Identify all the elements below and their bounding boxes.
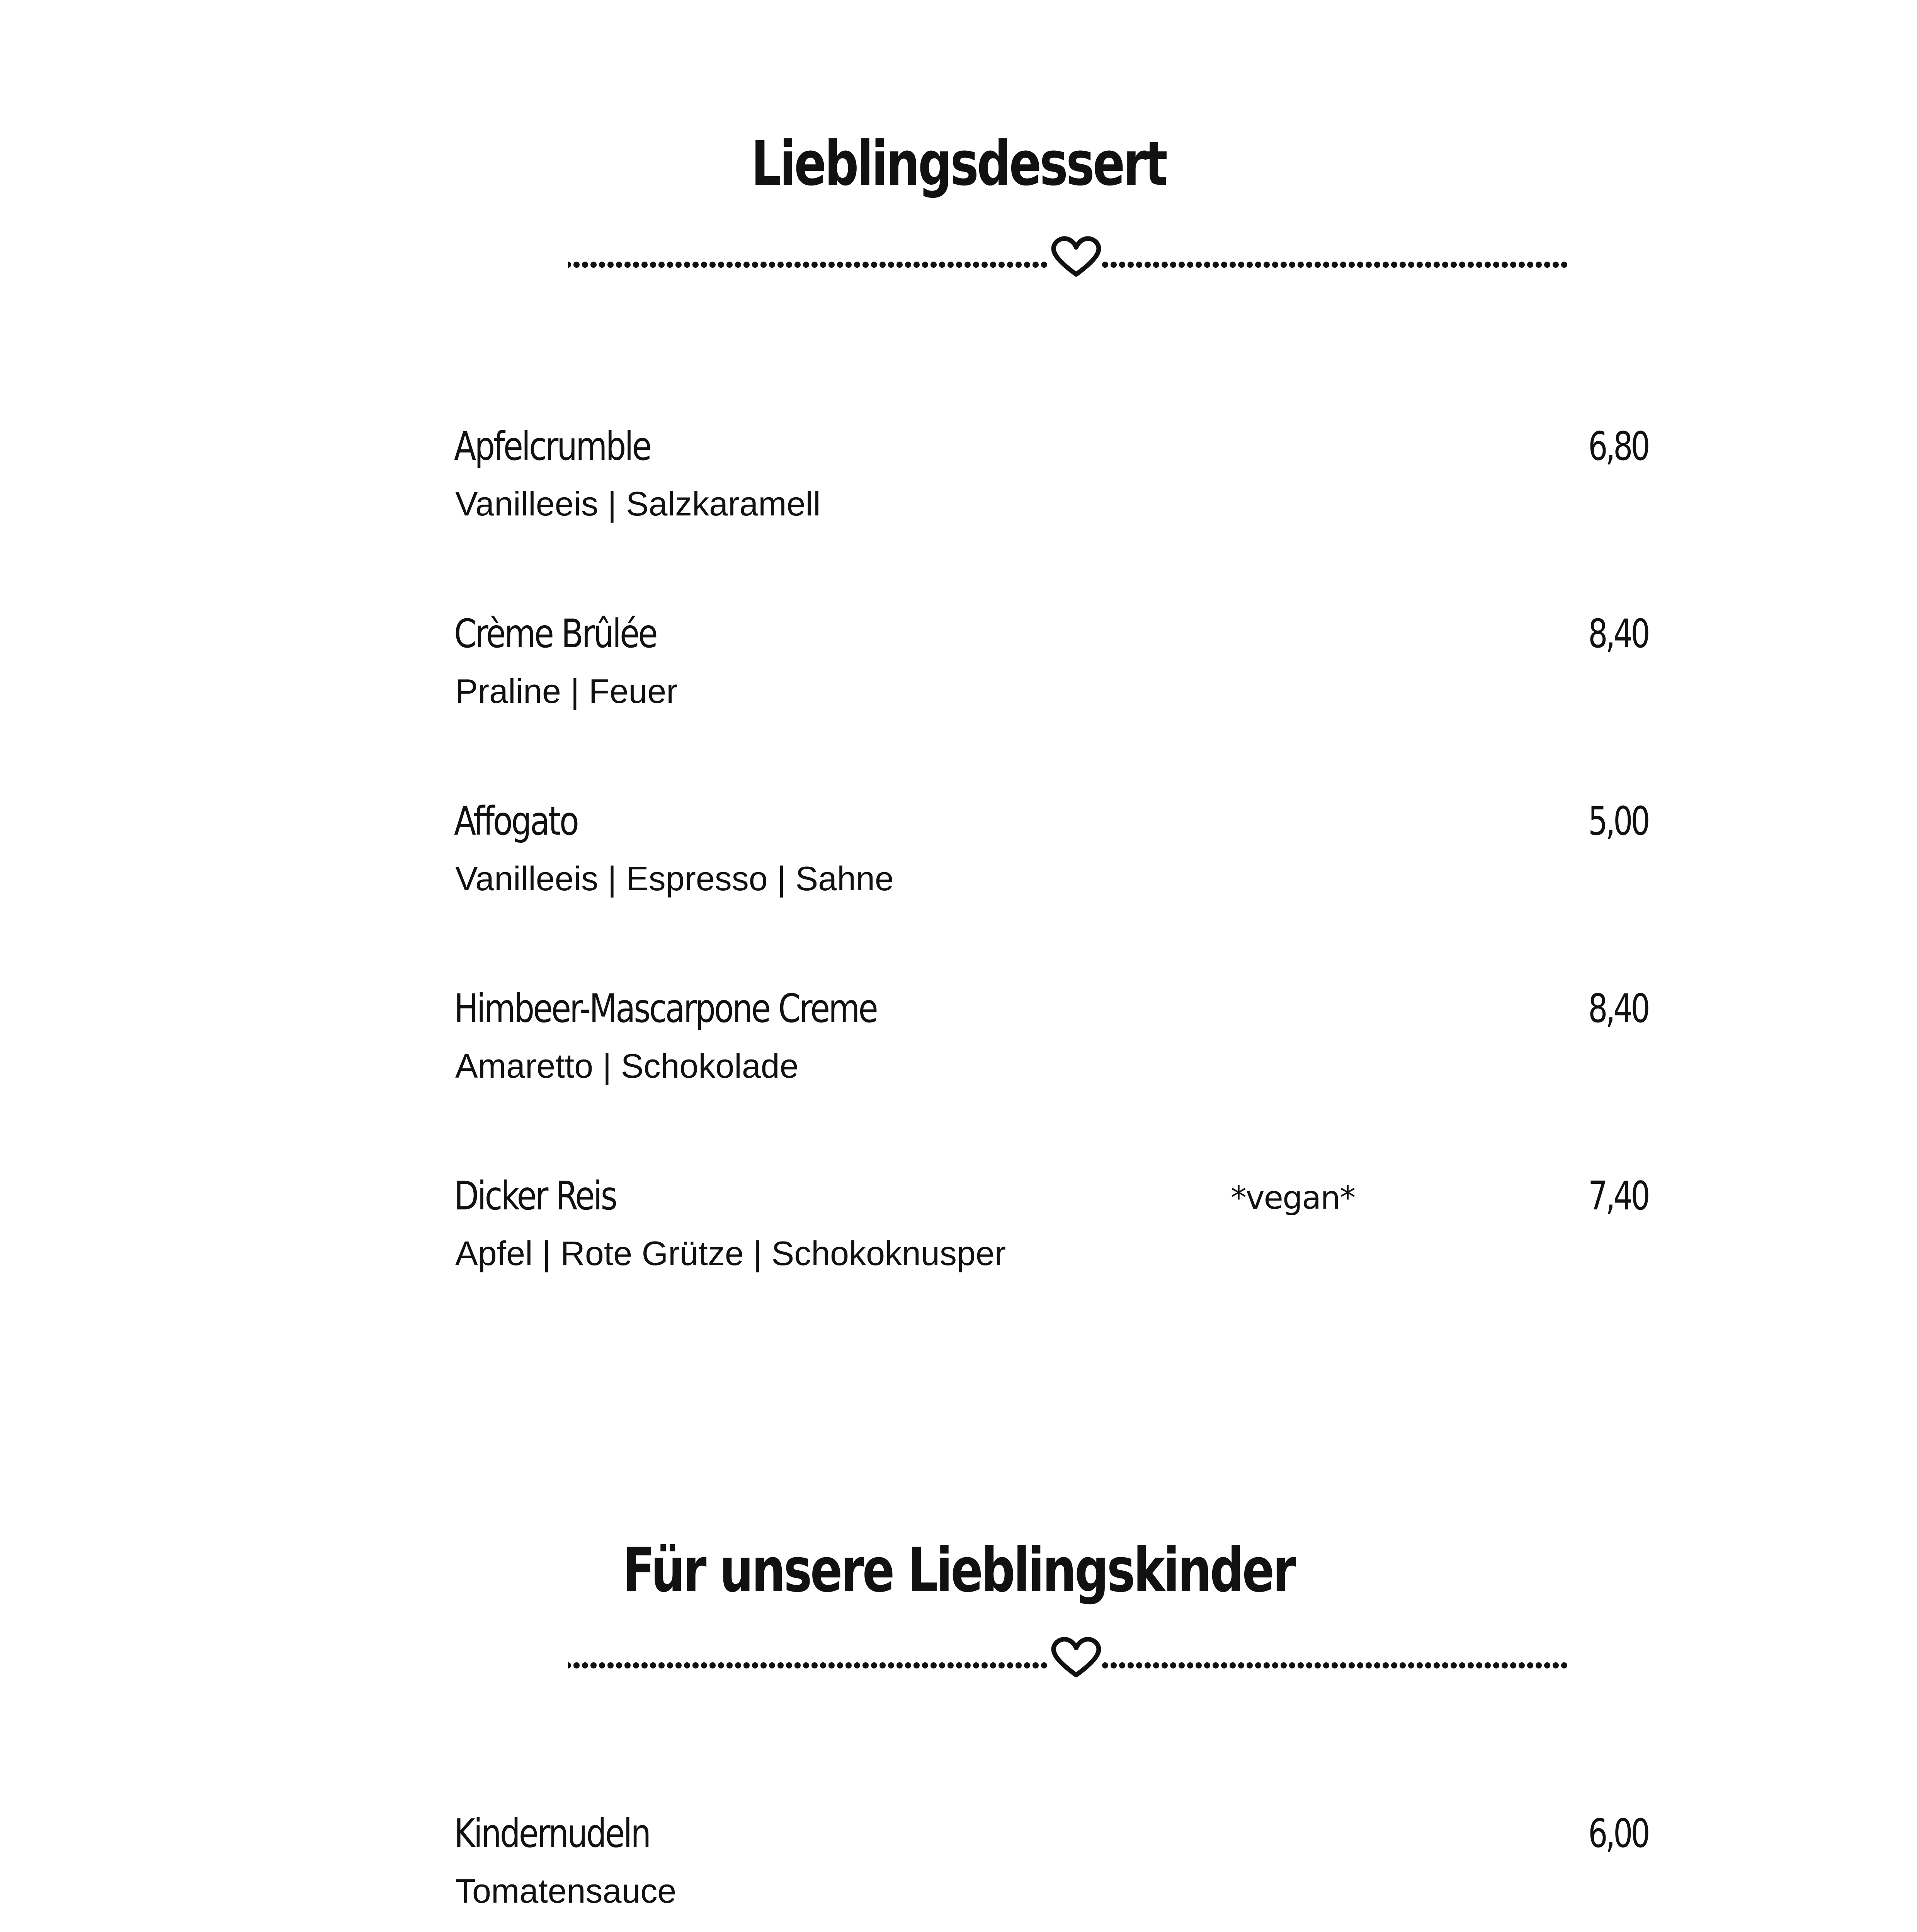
heart-icon xyxy=(1054,238,1099,274)
heart-icon xyxy=(1054,1639,1099,1675)
menu-item-name: Dicker Reis xyxy=(454,1173,616,1219)
menu-item-description: Vanilleeis | Espresso | Sahne xyxy=(455,859,894,898)
menu-item-name: Apfelcrumble xyxy=(454,423,650,469)
heart-divider-dessert xyxy=(568,236,1573,278)
dessert-section-title: Lieblingsdessert xyxy=(751,128,1166,199)
menu-item-price: 6,00 xyxy=(1588,1811,1648,1857)
heart-divider-kids xyxy=(568,1636,1573,1679)
menu-item-price: 8,40 xyxy=(1588,611,1648,657)
menu-item-name: Kindernudeln xyxy=(454,1811,650,1857)
kids-section-title: Für unsere Lieblingskinder xyxy=(623,1535,1294,1606)
menu-item-description: Vanilleeis | Salzkaramell xyxy=(455,485,821,523)
menu-item-description: Apfel | Rote Grütze | Schokoknusper xyxy=(455,1234,1006,1272)
vegan-tag: *vegan* xyxy=(1231,1180,1355,1216)
menu-item-price: 7,40 xyxy=(1588,1173,1648,1219)
menu-item-name: Crème Brûlée xyxy=(454,611,657,657)
menu-item-name: Himbeer-Mascarpone Creme xyxy=(454,986,877,1032)
menu-item-description: Amaretto | Schokolade xyxy=(455,1047,799,1085)
menu-item-price: 5,00 xyxy=(1588,798,1648,844)
menu-item-description: Praline | Feuer xyxy=(455,672,678,710)
menu-item-price: 6,80 xyxy=(1588,423,1648,469)
menu-item-description: Tomatensauce xyxy=(455,1872,677,1910)
menu-item-price: 8,40 xyxy=(1588,986,1648,1032)
menu-item-name: Affogato xyxy=(454,798,578,844)
